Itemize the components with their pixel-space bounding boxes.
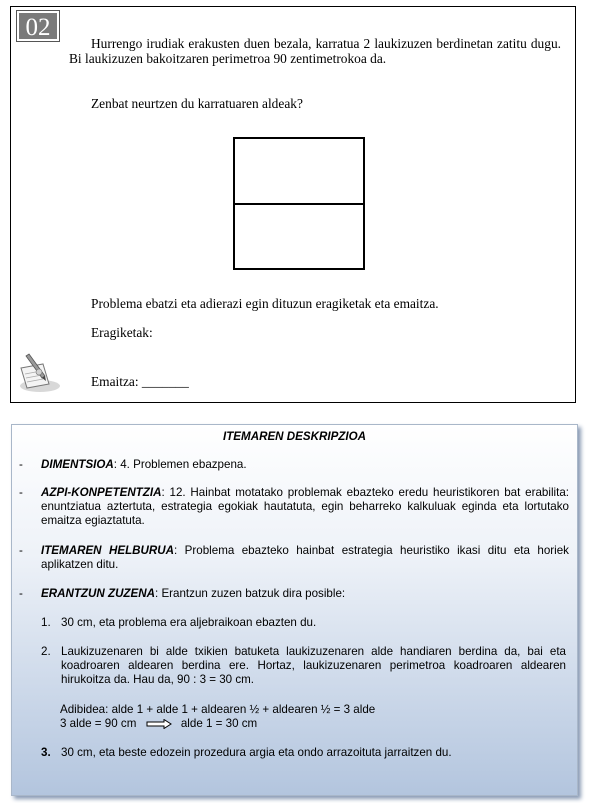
example-line-1: Adibidea: alde 1 + alde 1 + aldearen ½ + aldearen ½ = 3 alde: [60, 703, 376, 716]
problem-question: Zenbat neurtzen du karratuaren aldeak?: [91, 96, 303, 111]
dimension-item: [41, 458, 569, 472]
example-left: 3 alde = 90 cm: [60, 717, 137, 730]
answer-number: 1.: [41, 616, 51, 629]
description-title: ITEMAREN DESKRIPZIOA: [223, 430, 366, 443]
result-label: Emaitza: _______: [91, 374, 189, 389]
answer-option-text: 30 cm, eta problema era aljebraikoan ebazten du.: [61, 616, 317, 629]
example-line-2: [60, 717, 257, 731]
example-right: alde 1 = 30 cm: [180, 717, 258, 730]
answer-option-text: Laukizuzenaren bi alde txikien batuketa laukizuzenaren alde handiaren berdina da, bai eta koadroaren aldearen berdina ere. Hortaz, laukizuzenaren perimetroa koadroaren aldearen hirukoitza da. Hau da, 90 : 3 = 30 cm.: [61, 645, 566, 686]
answer-number: 2.: [41, 645, 51, 658]
subcompetence-text: : 12. Hainbat motatako problemak ebazteko eredu heuristikoren bat erabilita: enuntziatua aztertuta, estrategia egokiak hautatuta, egin beharreko kalkuluak eginda eta lortutako emaitza egiaztatuta.: [41, 486, 569, 527]
bullet-marker: -: [19, 587, 23, 600]
item-description-box: [11, 424, 578, 796]
operations-label: Eragiketak:: [91, 325, 153, 340]
dimension-label: DIMENTSIOA: [41, 458, 114, 471]
bullet-marker: -: [19, 486, 23, 499]
problem-intro: Hurrengo irudiak erakusten duen bezala, karratua 2 laukizuzen berdinetan zatitu dugu. Bi laukizuzen bakoitzaren perimetroa 90 zentimetrokoa da.: [69, 36, 561, 66]
square-figure: [233, 137, 365, 270]
dividing-line: [235, 203, 363, 205]
goal-label: ITEMAREN HELBURUA: [41, 544, 175, 557]
bullet-marker: -: [19, 458, 23, 471]
problem-instruction: Problema ebatzi eta adierazi egin dituzun eragiketak eta emaitza.: [91, 296, 439, 311]
problem-box: [10, 6, 576, 403]
answer-text: : Erantzun zuzen batzuk dira posible:: [155, 587, 346, 600]
answer-item: [41, 587, 569, 601]
answer-label: ERANTZUN ZUZENA: [41, 587, 155, 600]
goal-text: : Problema ebazteko hainbat estrategia heuristiko ikasi ditu eta horiek aplikatzen ditu.: [41, 544, 569, 571]
pencil-writing-icon: [15, 350, 61, 396]
dimension-text: : 4. Problemen ebazpena.: [113, 458, 247, 471]
goal-item: [41, 544, 569, 572]
implies-arrow-icon: [146, 719, 172, 729]
problem-number: 02: [17, 11, 59, 41]
bullet-marker: -: [19, 544, 23, 557]
subcompetence-label: AZPI-KONPETENTZIA: [41, 486, 162, 499]
subcompetence-item: [41, 486, 569, 528]
answer-option-text: 30 cm, eta beste edozein prozedura argia eta ondo arrazoituta jarraitzen du.: [61, 746, 452, 759]
answer-number: 3.: [41, 746, 51, 759]
